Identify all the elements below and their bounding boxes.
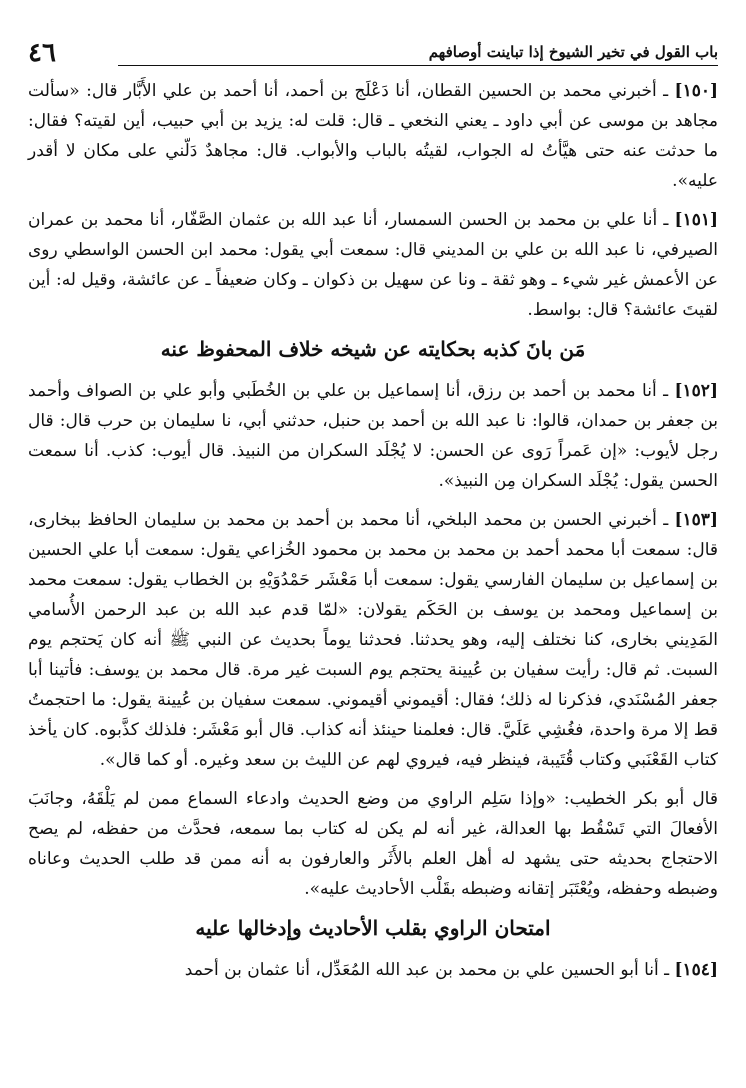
- text-paragraph: [28, 505, 718, 775]
- report-number: [١٥١]: [674, 210, 719, 230]
- page-number: ٤٦: [28, 38, 56, 68]
- report-number: [١٥٤]: [674, 960, 718, 980]
- text-paragraph: [28, 376, 718, 496]
- section-heading: امتحان الراوي بقلب الأحاديث وإدخالها عليه: [195, 916, 551, 940]
- page-body: [28, 76, 718, 994]
- paragraph-text: ـ أنا محمد بن أحمد بن رزق، أنا إسماعيل بن علي بن الخُطَبي وأبو علي بن الصواف وأحمد بن جعفر بن حمدان، قالوا: نا عبد الله بن أحمد بن حنبل، حدثني أبي، نا سليمان بن حرب قال: قال رجل لأيوب: «إن عَمراً رَوى عن الحسن: لا يُجْلَد السكران من النبيذ. قال أيوب: كذب. أنا سمعت الحسن يقول: يُجْلَد السكران مِن النبيذ».: [28, 381, 718, 491]
- section-heading: مَن بانَ كذبه بحكايته عن شيخه خلاف المحفوظ عنه: [160, 337, 586, 361]
- text-paragraph: [28, 955, 718, 985]
- text-paragraph: [28, 76, 718, 196]
- page-header: [28, 36, 718, 66]
- paragraph-text: قال أبو بكر الخطيب: «وإذا سَلِم الراوي من وضع الحديث وادعاء السماع ممن لم يَلْقَهُ، وجانَبَ الأفعالَ التي تَسْقُط بها العدالة، غير أنه لم يكن له كتاب بما سمعه، فحدَّث من حفظه، لم يصح الاحتجاج بحديثه حتى يشهد له أهل العلم بالأَثَر والعارفون به أنه ممن قد طلب الحديث وعاناه وضبطه وحفظه، ويُعْتَبَر إتقانه وضبطه بقَلْب الأحاديث عليه».: [28, 789, 718, 899]
- report-number: [١٥٢]: [674, 381, 718, 401]
- paragraph-text: ـ أخبرني محمد بن الحسين القطان، أنا دَعْلَج بن أحمد، أنا أحمد بن علي الأَبَّار قال: «سألت مجاهد بن موسى عن أبي داود ـ يعني النخعي ـ قال: قلت له: يزيد بن أبي حبيب، أين لقيته؟ فقال: ما حدثت عنه حتى هيَّأتُ له الجواب، لقيتُه بالباب والأبواب. قال: مجاهدٌ دَلّني على مكان لا أقدر عليه».: [28, 81, 718, 191]
- running-title: باب القول في تخير الشيوخ إذا تباينت أوصافهم: [118, 43, 718, 66]
- text-paragraph: [28, 784, 718, 904]
- paragraph-text: ـ أنا علي بن محمد بن الحسن السمسار، أنا عبد الله بن عثمان الصَّفّار، أنا محمد بن عمران الصيرفي، نا عبد الله بن علي بن المديني قال: سمعت أبي يقول: محمد ابن الحسن الواسطي روى عن الأعمش غير شيء ـ وهو ثقة ـ ونا عن سهيل بن ذكوان ـ وكان ضعيفاً ـ عن عائشة، وقيل له: أين لقيتَ عائشة؟ قال: بواسط.: [28, 210, 718, 320]
- report-number: [١٥٣]: [674, 510, 718, 530]
- paragraph-text: ـ أخبرني الحسن بن محمد البلخي، أنا محمد بن أحمد بن محمد بن سليمان الحافظ ببخارى، قال: سمعت أبا محمد أحمد بن محمد بن محمد بن محمود الخُزاعي يقول: سمعت أبا علي الحسين بن إسماعيل بن سليمان الفارسي يقول: سمعت أبا مَعْشَر حَمْدُوَيْهِ بن الخطاب يقول: سمعت محمد بن إسماعيل ومحمد بن يوسف بن الحَكَم يقولان: «لمّا قدم عبد الله بن عبد الرحمن الأُسامي المَدِيني بخارى، كنا نختلف إليه، وهو يحدثنا. فحدثنا يوماً بحديث عن النبي ﷺ أنه كان يَحتجم يوم السبت. ثم قال: رأيت سفيان بن عُيينة يحتجم يوم السبت غير مرة. قال محمد بن يوسف: فأتينا أبا جعفر المُسْنَدي، فذكرنا له ذلك؛ فقال: أقيموني أقيموني. سمعت سفيان بن عُيينة يقول: ما احتجمتُ قط إلا مرة واحدة، فغُشِي عَلَيَّ. قال: فعلمنا حينئذ أنه كذاب. قال أبو مَعْشَر: فلذلك كذَّبوه. كان يأخذ كتاب القَعْنَبي وكتاب قُتَيبة، فينظر فيه، فيروي لهم عن الليث بن سعد وغيره. أو كما قال».: [28, 510, 718, 770]
- text-paragraph: [28, 205, 718, 325]
- paragraph-text: ـ أنا أبو الحسين علي بن محمد بن عبد الله المُعَدِّل، أنا عثمان بن أحمد: [184, 960, 670, 980]
- report-number: [١٥٠]: [674, 81, 719, 101]
